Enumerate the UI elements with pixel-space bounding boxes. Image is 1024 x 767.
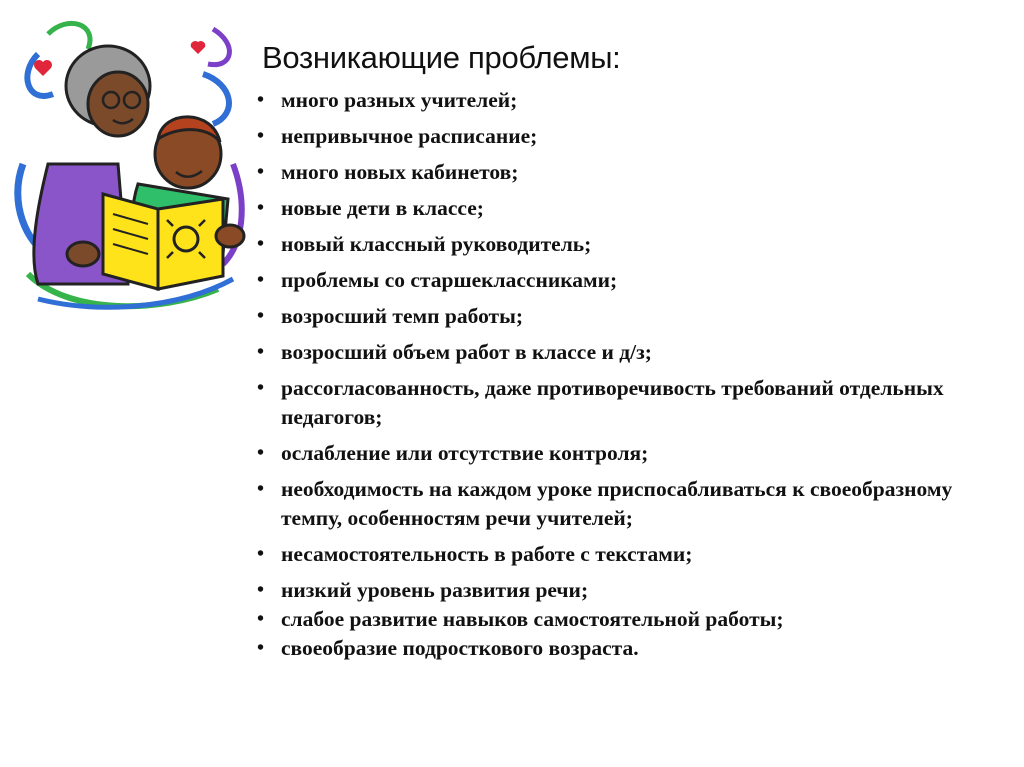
- list-item: [257, 266, 1007, 295]
- list-item-text: слабое развитие навыков самостоятельной работы;: [281, 607, 784, 631]
- list-item: [257, 634, 1007, 663]
- list-item: [257, 302, 1007, 331]
- list-item: [257, 475, 1007, 533]
- list-item: [257, 158, 1007, 187]
- problems-list: [257, 86, 1007, 663]
- list-item-text: новые дети в классе;: [281, 196, 484, 220]
- bullet-icon: •: [257, 478, 265, 500]
- bullet-icon: •: [257, 269, 265, 291]
- bullet-icon: •: [257, 341, 265, 363]
- bullet-icon: •: [257, 543, 265, 565]
- list-item: [257, 439, 1007, 468]
- list-item: [257, 576, 1007, 605]
- list-item: [257, 86, 1007, 115]
- list-item: [257, 230, 1007, 259]
- slide-title: Возникающие проблемы:: [262, 40, 621, 75]
- bullet-icon: •: [257, 197, 265, 219]
- bullet-icon: •: [257, 125, 265, 147]
- bullet-icon: •: [257, 637, 265, 659]
- bullet-icon: •: [257, 442, 265, 464]
- list-item-text: много разных учителей;: [281, 88, 518, 112]
- list-item: [257, 374, 1007, 432]
- bullet-icon: •: [257, 305, 265, 327]
- list-item-text: проблемы со старшеклассниками;: [281, 268, 618, 292]
- list-item: [257, 540, 1007, 569]
- list-item-text: низкий уровень развития речи;: [281, 578, 589, 602]
- list-item-text: необходимость на каждом уроке приспосабливаться к своеобразному темпу, особенностям речи учителей;: [281, 477, 953, 530]
- list-item-text: своеобразие подросткового возраста.: [281, 636, 639, 660]
- list-item: [257, 122, 1007, 151]
- list-item: [257, 338, 1007, 367]
- list-item-text: возросший темп работы;: [281, 304, 524, 328]
- list-item-text: непривычное расписание;: [281, 124, 538, 148]
- list-item-text: новый классный руководитель;: [281, 232, 592, 256]
- list-item-text: много новых кабинетов;: [281, 160, 519, 184]
- bullet-icon: •: [257, 89, 265, 111]
- bullet-icon: •: [257, 579, 265, 601]
- list-item-text: возросший объем работ в классе и д/з;: [281, 340, 652, 364]
- list-item-text: ослабление или отсутствие контроля;: [281, 441, 649, 465]
- list-item-text: несамостоятельность в работе с текстами;: [281, 542, 693, 566]
- bullet-icon: •: [257, 161, 265, 183]
- bullet-icon: •: [257, 233, 265, 255]
- list-item: [257, 194, 1007, 223]
- bullet-icon: •: [257, 377, 265, 399]
- bullet-icon: •: [257, 608, 265, 630]
- list-item: [257, 605, 1007, 634]
- grandmother-reading-book-with-child-icon: [8, 14, 248, 314]
- list-item-text: рассогласованность, даже противоречивость требований отдельных педагогов;: [281, 376, 944, 429]
